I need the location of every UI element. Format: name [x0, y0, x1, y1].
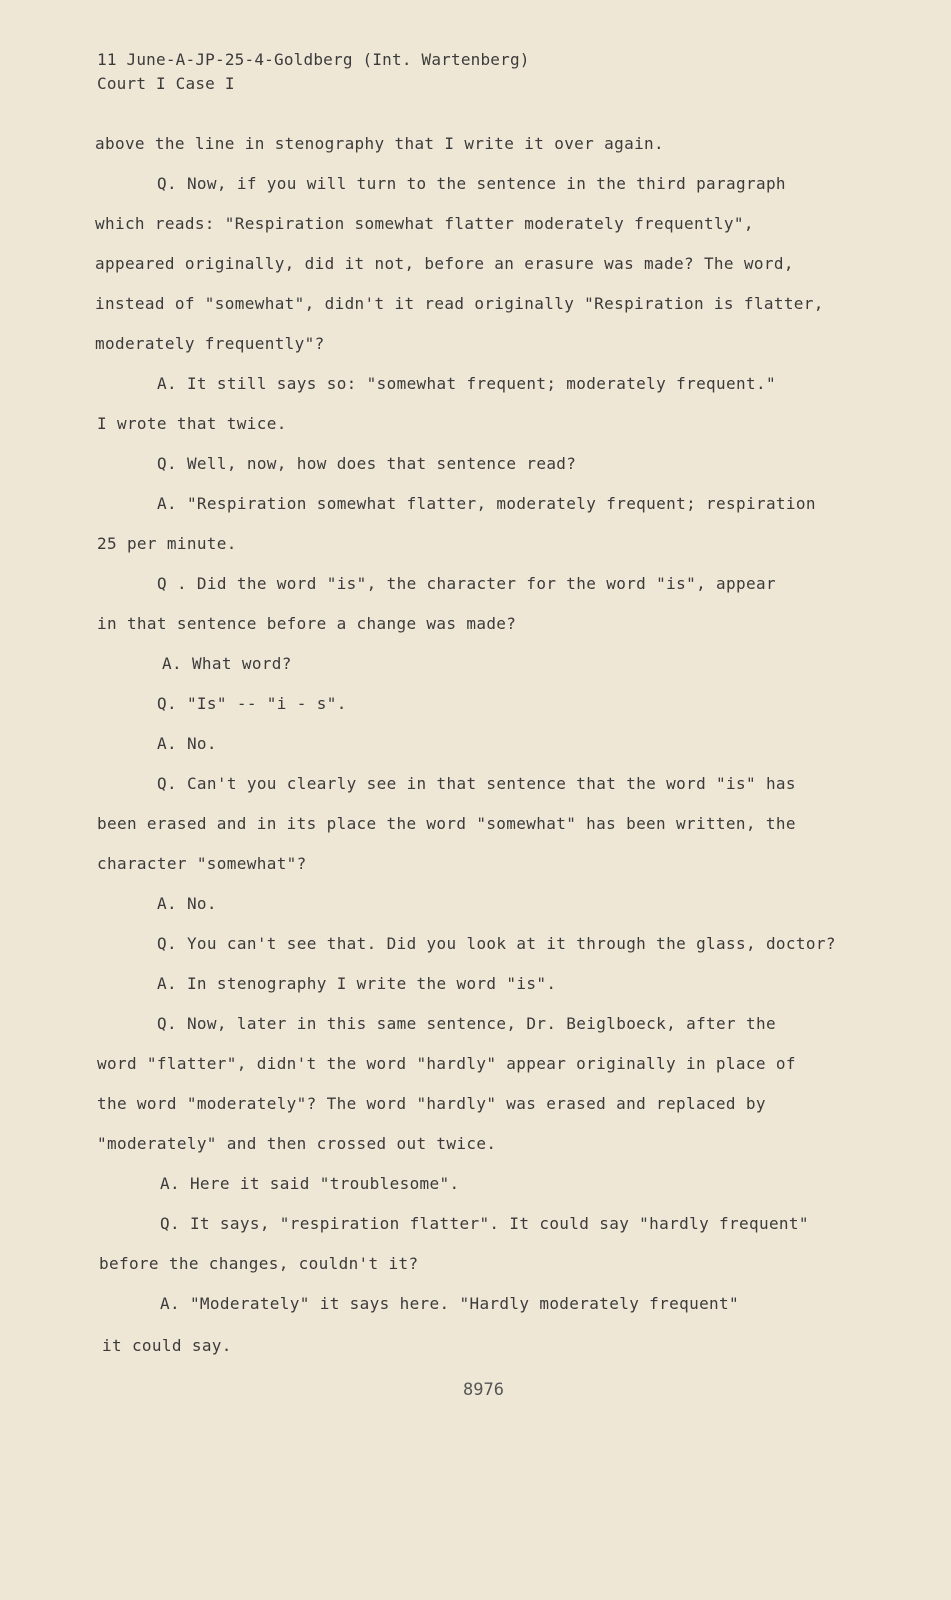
text-line: character "somewhat"? — [97, 854, 307, 873]
text-line: Q. You can't see that. Did you look at it through the glass, doctor? — [157, 934, 836, 953]
text-line: the word "moderately"? The word "hardly" was erased and replaced by — [97, 1094, 766, 1113]
page-number: 8976 — [463, 1380, 504, 1400]
page-header — [97, 48, 530, 96]
text-line: which reads: "Respiration somewhat flatter moderately frequently", — [95, 214, 754, 233]
text-line: Q. Now, later in this same sentence, Dr. Beiglboeck, after the — [157, 1014, 776, 1033]
text-line: Q. Can't you clearly see in that sentence that the word "is" has — [157, 774, 796, 793]
text-line: 25 per minute. — [97, 534, 237, 553]
text-line: word "flatter", didn't the word "hardly" appear originally in place of — [97, 1054, 796, 1073]
text-line: instead of "somewhat", didn't it read originally "Respiration is flatter, — [95, 294, 824, 313]
text-line: Q. "Is" -- "i - s". — [157, 694, 347, 713]
text-line: Q . Did the word "is", the character for the word "is", appear — [157, 574, 776, 593]
text-line: Q. Now, if you will turn to the sentence in the third paragraph — [157, 174, 786, 193]
text-line: A. "Moderately" it says here. "Hardly moderately frequent" — [160, 1294, 740, 1313]
text-line: I wrote that twice. — [97, 414, 287, 433]
text-line: in that sentence before a change was made? — [97, 614, 517, 633]
text-line: been erased and in its place the word "somewhat" has been written, the — [97, 814, 796, 833]
text-line: A. What word? — [162, 654, 292, 673]
text-line: A. No. — [157, 894, 217, 913]
text-line: before the changes, couldn't it? — [99, 1254, 419, 1273]
text-line: A. No. — [157, 734, 217, 753]
text-line: "moderately" and then crossed out twice. — [97, 1134, 497, 1153]
text-line: moderately frequently"? — [95, 334, 325, 353]
text-line: it could say. — [102, 1336, 232, 1355]
header-line-1: 11 June-A-JP-25-4-Goldberg (Int. Wartenberg) — [97, 50, 530, 69]
text-line: above the line in stenography that I write it over again. — [95, 134, 665, 153]
text-line: Q. It says, "respiration flatter". It could say "hardly frequent" — [160, 1214, 809, 1233]
text-line: A. "Respiration somewhat flatter, moderately frequent; respiration — [157, 494, 816, 513]
header-line-2: Court I Case I — [97, 74, 235, 93]
text-line: appeared originally, did it not, before an erasure was made? The word, — [95, 254, 794, 273]
text-line: A. In stenography I write the word "is". — [157, 974, 557, 993]
text-line: Q. Well, now, how does that sentence read? — [157, 454, 577, 473]
text-line: A. Here it said "troublesome". — [160, 1174, 460, 1193]
text-line: A. It still says so: "somewhat frequent; moderately frequent." — [157, 374, 776, 393]
